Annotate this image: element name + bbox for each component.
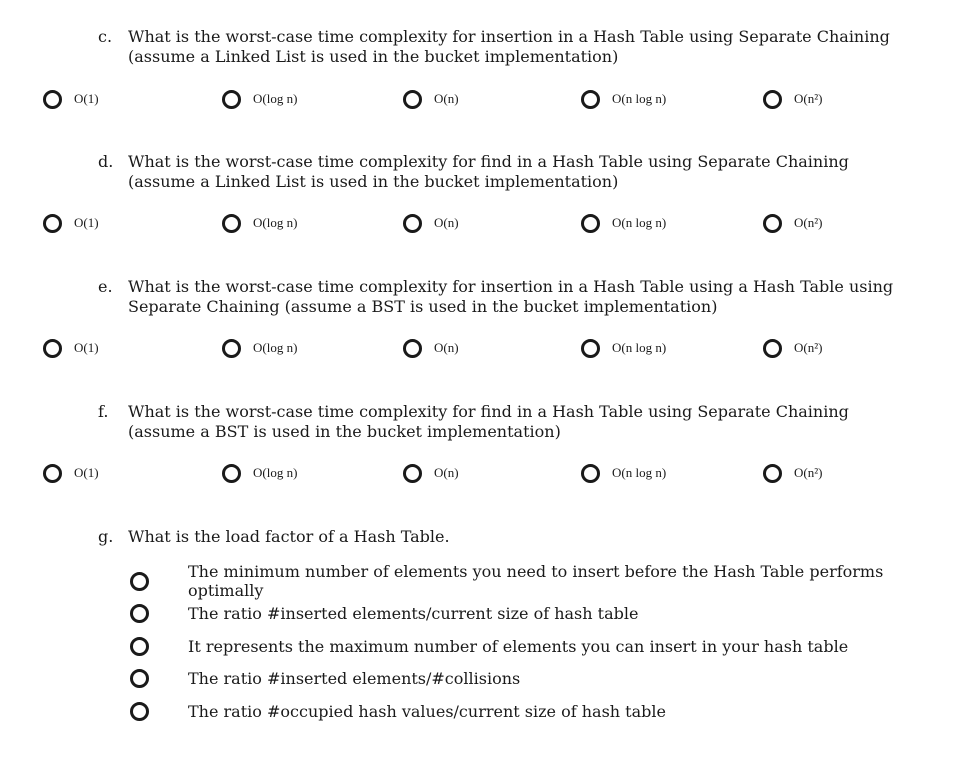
radio-circle[interactable] (43, 339, 62, 358)
radio-circle[interactable] (403, 339, 422, 358)
radio-circle[interactable] (763, 90, 782, 109)
option-on[interactable] (403, 461, 459, 485)
option-label: The minimum number of elements you need to insert before the Hash Table performs optimally (188, 562, 884, 601)
option-label: O(1) (74, 465, 99, 480)
option-o1[interactable] (43, 87, 99, 111)
question-text: What is the load factor of a Hash Table. (128, 527, 450, 546)
option-label: O(1) (74, 215, 99, 230)
option-label: O(n log n) (612, 340, 667, 355)
radio-circle[interactable] (581, 90, 600, 109)
radio-circle[interactable] (222, 339, 241, 358)
option-label: The ratio #occupied hash values/current size of hash table (188, 701, 666, 721)
radio-circle[interactable] (403, 214, 422, 233)
question-letter: e. (98, 277, 113, 296)
option-label: It represents the maximum number of elements you can insert in your hash table (188, 636, 849, 656)
option-label: O(log n) (253, 465, 298, 480)
radio-circle[interactable] (222, 90, 241, 109)
option-onlogn[interactable] (581, 211, 666, 235)
option-row[interactable] (128, 663, 928, 696)
option-label: O(1) (74, 91, 99, 106)
radio-circle[interactable] (581, 339, 600, 358)
option-label: The ratio #inserted elements/#collisions (188, 669, 521, 689)
question-c (98, 27, 918, 67)
radio-circle[interactable] (130, 669, 149, 688)
radio-circle[interactable] (403, 464, 422, 483)
options-d (0, 211, 969, 235)
question-text: What is the worst-case time complexity for insertion in a Hash Table using a Hash Table using Separate Chaining (assume a BST is used in the bucket implementation) (128, 277, 894, 316)
option-label: O(n) (434, 91, 459, 106)
option-onlogn[interactable] (581, 461, 666, 485)
option-row[interactable] (128, 695, 928, 728)
option-row[interactable] (128, 630, 928, 663)
option-label: O(n) (434, 340, 459, 355)
options-c (0, 87, 969, 111)
radio-circle[interactable] (403, 90, 422, 109)
question-text: What is the worst-case time complexity for find in a Hash Table using Separate Chaining (assume a Linked List is used in the bucket implementation) (128, 152, 849, 191)
option-label: O(n²) (794, 465, 823, 480)
question-g (98, 527, 918, 547)
question-f (98, 402, 918, 442)
question-text: What is the worst-case time complexity for find in a Hash Table using Separate Chaining (assume a BST is used in the bucket implementation) (128, 402, 849, 441)
question-letter: d. (98, 152, 114, 171)
option-o1[interactable] (43, 211, 99, 235)
radio-circle[interactable] (43, 90, 62, 109)
option-label: O(n) (434, 215, 459, 230)
option-ologn[interactable] (222, 461, 297, 485)
option-on[interactable] (403, 211, 459, 235)
question-letter: g. (98, 527, 114, 546)
question-e (98, 277, 918, 317)
option-ologn[interactable] (222, 336, 297, 360)
option-label: O(n²) (794, 340, 823, 355)
question-letter: c. (98, 27, 113, 46)
options-g (128, 562, 928, 728)
option-o1[interactable] (43, 336, 99, 360)
option-label: O(n²) (794, 91, 823, 106)
option-ologn[interactable] (222, 87, 297, 111)
radio-circle[interactable] (43, 464, 62, 483)
option-row[interactable] (128, 562, 928, 601)
option-ologn[interactable] (222, 211, 297, 235)
option-onlogn[interactable] (581, 87, 666, 111)
option-label: O(1) (74, 340, 99, 355)
question-d (98, 152, 918, 192)
option-label: O(n²) (794, 215, 823, 230)
option-on2[interactable] (763, 211, 822, 235)
radio-circle[interactable] (222, 214, 241, 233)
option-on2[interactable] (763, 336, 822, 360)
question-text: What is the worst-case time complexity for insertion in a Hash Table using Separate Chaining (assume a Linked List is used in the bucket implementation) (128, 27, 890, 66)
option-label: O(n log n) (612, 465, 667, 480)
option-onlogn[interactable] (581, 336, 666, 360)
option-label: The ratio #inserted elements/current size of hash table (188, 604, 639, 624)
radio-circle[interactable] (130, 572, 149, 591)
option-on2[interactable] (763, 461, 822, 485)
option-label: O(log n) (253, 215, 298, 230)
radio-circle[interactable] (130, 702, 149, 721)
option-on[interactable] (403, 336, 459, 360)
radio-circle[interactable] (130, 637, 149, 656)
options-e (0, 336, 969, 360)
radio-circle[interactable] (43, 214, 62, 233)
option-row[interactable] (128, 598, 928, 631)
option-label: O(n log n) (612, 215, 667, 230)
radio-circle[interactable] (581, 214, 600, 233)
radio-circle[interactable] (763, 339, 782, 358)
option-on2[interactable] (763, 87, 822, 111)
radio-circle[interactable] (130, 604, 149, 623)
option-label: O(log n) (253, 340, 298, 355)
radio-circle[interactable] (763, 214, 782, 233)
option-label: O(n log n) (612, 91, 667, 106)
options-f (0, 461, 969, 485)
option-on[interactable] (403, 87, 459, 111)
option-label: O(log n) (253, 91, 298, 106)
radio-circle[interactable] (222, 464, 241, 483)
radio-circle[interactable] (763, 464, 782, 483)
question-letter: f. (98, 402, 109, 421)
option-label: O(n) (434, 465, 459, 480)
radio-circle[interactable] (581, 464, 600, 483)
option-o1[interactable] (43, 461, 99, 485)
